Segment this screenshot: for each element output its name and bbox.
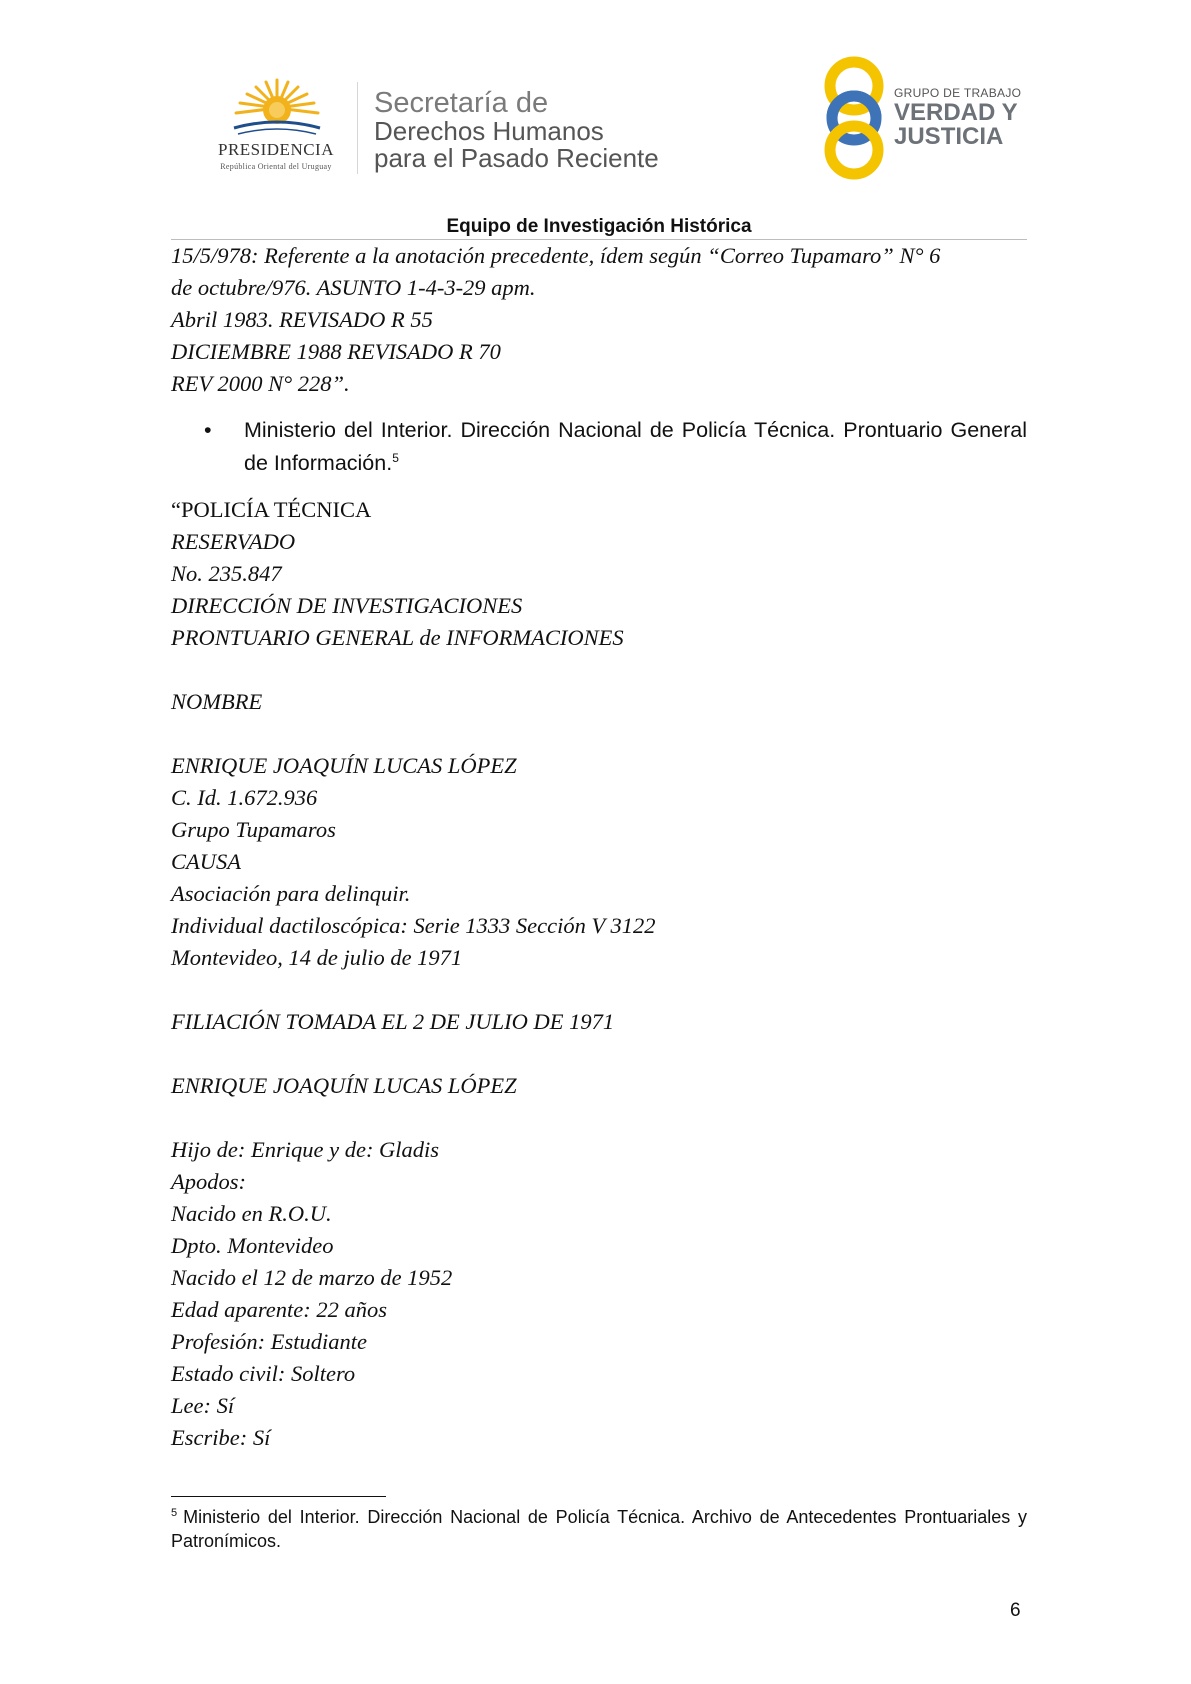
footnote-text: Ministerio del Interior. Dirección Nacional de Policía Técnica. Archivo de Antecedentes Prontuariales y Patronímicos. [171, 1507, 1027, 1551]
record-line: DIRECCIÓN DE INVESTIGACIONES [171, 593, 523, 618]
footnote-separator [171, 1496, 386, 1497]
record-line: Hijo de: Enrique y de: Gladis [171, 1137, 440, 1162]
linked-rings-icon [818, 56, 890, 182]
footnote-ref[interactable]: 5 [392, 450, 399, 465]
body-line: Abril 1983. REVISADO R 55 [171, 307, 433, 332]
secretaria-line-2: Derechos Humanos [374, 116, 604, 146]
secretaria-line-3: para el Pasado Reciente [374, 143, 659, 173]
presidencia-subtitle: República Oriental del Uruguay [220, 162, 332, 171]
grupo-line-3: JUSTICIA [894, 123, 1004, 150]
record-line: NOMBRE [171, 689, 263, 714]
presidencia-logo [196, 78, 356, 178]
record-line: ENRIQUE JOAQUÍN LUCAS LÓPEZ [171, 1073, 517, 1098]
record-line: FILIACIÓN TOMADA EL 2 DE JULIO DE 1971 [171, 1009, 615, 1034]
record-line: C. Id. 1.672.936 [171, 785, 318, 810]
body-line: REV 2000 N° 228”. [171, 371, 350, 396]
record-line: RESERVADO [171, 529, 296, 554]
record-line: Profesión: Estudiante [171, 1329, 368, 1354]
page-header-title: Equipo de Investigación Histórica [446, 216, 752, 237]
record-line: Montevideo, 14 de julio de 1971 [171, 945, 463, 970]
record-line: No. 235.847 [171, 561, 282, 586]
record-line: Dpto. Montevideo [171, 1233, 334, 1258]
record-line: Nacido el 12 de marzo de 1952 [171, 1265, 453, 1290]
bullet-icon: • [204, 418, 212, 442]
source-bullet [206, 414, 1027, 480]
bullet-text [244, 414, 1027, 480]
presidencia-wordmark: PRESIDENCIA [217, 140, 334, 159]
record-line: PRONTUARIO GENERAL de INFORMACIONES [171, 625, 624, 650]
record-line: Individual dactiloscópica: Serie 1333 Sección V 3122 [171, 913, 656, 938]
footnote [171, 1505, 1027, 1553]
record-line: ENRIQUE JOAQUÍN LUCAS LÓPEZ [171, 753, 517, 778]
logo-divider [357, 82, 358, 174]
record-line: Asociación para delinquir. [171, 881, 411, 906]
sun-emblem-icon [232, 78, 322, 140]
record-line: Escribe: Sí [171, 1425, 271, 1450]
grupo-line-2: VERDAD Y [894, 99, 1018, 126]
record-line: Lee: Sí [171, 1393, 235, 1418]
record-line: Edad aparente: 22 años [171, 1297, 388, 1322]
footnote-number: 5 [171, 1507, 178, 1519]
grupo-line-1: GRUPO DE TRABAJO [894, 86, 1022, 100]
record-line: Nacido en R.O.U. [171, 1201, 332, 1226]
body-line: de octubre/976. ASUNTO 1-4-3-29 apm. [171, 275, 536, 300]
bullet-text-content: Ministerio del Interior. Dirección Nacional de Policía Técnica. Prontuario General de Información. [244, 418, 1027, 475]
record-line: Apodos: [171, 1169, 246, 1194]
record-line: CAUSA [171, 849, 241, 874]
record-line: Estado civil: Soltero [171, 1361, 356, 1386]
page-number: 6 [1010, 1600, 1021, 1621]
secretaria-line-1: Secretaría de [374, 87, 549, 119]
secretaria-logo-text [374, 88, 659, 172]
body-line: DICIEMBRE 1988 REVISADO R 70 [171, 339, 501, 364]
verdad-justicia-logo [818, 56, 1028, 182]
record-line: Grupo Tupamaros [171, 817, 336, 842]
record-line: “POLICÍA TÉCNICA [171, 497, 372, 522]
body-line: 15/5/978: Referente a la anotación precedente, ídem según “Correo Tupamaro” N° 6 [171, 243, 941, 268]
